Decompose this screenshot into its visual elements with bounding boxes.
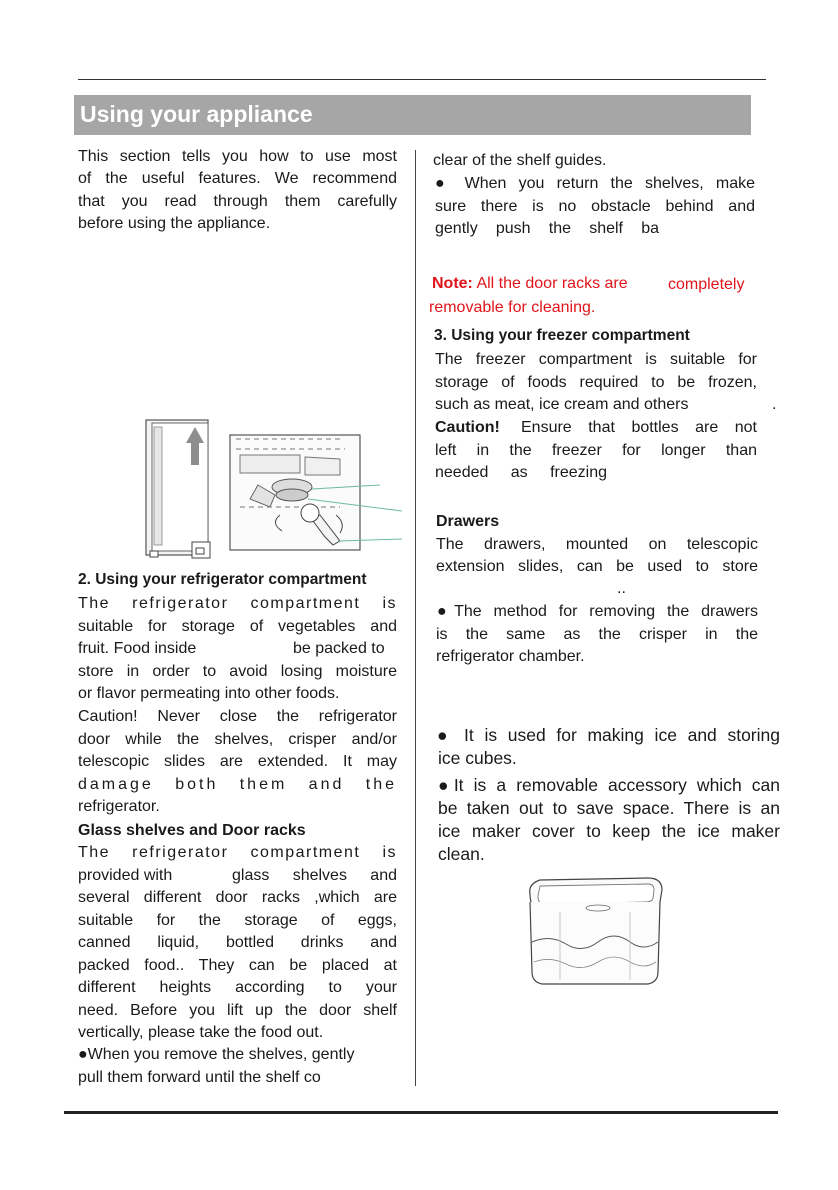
- drawers-line: The drawers, mounted on telescopic: [436, 536, 758, 553]
- drawers-line: refrigerator chamber.: [436, 648, 585, 665]
- freezer-heading: 3. Using your freezer compartment: [434, 327, 690, 344]
- fridge-door-illustration: [146, 420, 210, 558]
- caution-line: Ensure that bottles are not: [521, 419, 757, 436]
- drawers-line: ●The method for removing the drawers: [437, 603, 758, 620]
- top-rule: [78, 79, 766, 80]
- fridge-line: store in order to avoid losing moisture: [78, 663, 397, 680]
- caution-line: left in the freezer for longer than: [435, 442, 757, 459]
- ice-line: ice maker cover to keep the ice maker: [438, 821, 780, 841]
- ice-line: ice cubes.: [438, 748, 517, 768]
- page-title: Using your appliance: [80, 101, 313, 127]
- glass-line: glass shelves and: [232, 867, 397, 884]
- section-banner: [74, 95, 751, 135]
- caution-label: Caution!: [435, 419, 500, 436]
- bottom-rule: [64, 1111, 778, 1114]
- ice-line: ● It is used for making ice and storing: [437, 725, 780, 745]
- glass-line: different heights according to your: [78, 979, 397, 996]
- fridge-line: door while the shelves, crisper and/or: [78, 731, 397, 748]
- fridge-line: refrigerator.: [78, 798, 160, 815]
- glass-line: packed food.. They can be placed at: [78, 957, 397, 974]
- glass-line: ●When you remove the shelves, gently: [78, 1046, 355, 1063]
- shelf-line: sure there is no obstacle behind and: [435, 198, 755, 215]
- ice-line: be taken out to save space. There is an: [438, 798, 780, 818]
- column-divider: [415, 150, 416, 1086]
- ice-line: ●It is a removable accessory which can: [438, 775, 780, 795]
- note-text: completely: [668, 276, 745, 293]
- freezer-line: .: [772, 396, 777, 413]
- freezer-line: such as meat, ice cream and others: [435, 396, 689, 413]
- fridge-line: suitable for storage of vegetables and: [78, 618, 397, 635]
- glass-heading: Glass shelves and Door racks: [78, 822, 306, 839]
- note-text: All the door racks are: [476, 275, 628, 292]
- hinge-detail-illustration: [230, 435, 402, 550]
- note-label: Note:: [432, 275, 473, 292]
- fridge-line: or flavor permeating into other foods.: [78, 685, 340, 702]
- shelf-line: clear of the shelf guides.: [433, 152, 607, 169]
- freezer-line: The freezer compartment is suitable for: [435, 351, 757, 368]
- glass-line: pull them forward until the shelf co: [78, 1069, 321, 1086]
- fridge-line: be packed to: [293, 640, 385, 657]
- glass-line: The refrigerator compartment is: [78, 844, 397, 861]
- freezer-line: storage of foods required to be frozen,: [435, 374, 757, 391]
- fridge-line: The refrigerator compartment is: [78, 595, 397, 612]
- note-text: removable for cleaning.: [429, 299, 596, 316]
- door-adjustment-figure: [140, 415, 402, 565]
- fridge-line: fruit. Food inside: [78, 640, 197, 657]
- ice-line: clean.: [438, 844, 485, 864]
- drawers-heading: Drawers: [436, 513, 500, 530]
- glass-line: several different door racks ,which are: [78, 889, 397, 906]
- fridge-line: Caution! Never close the refrigerator: [78, 708, 397, 725]
- caution-line: needed as freezing: [435, 464, 607, 481]
- intro-line: of the useful features. We recommend: [78, 170, 397, 187]
- shelf-line: gently push the shelf ba: [435, 220, 659, 237]
- intro-line: This section tells you how to use most: [78, 148, 397, 165]
- fridge-line: telescopic slides are extended. It may: [78, 753, 397, 770]
- drawers-line: is the same as the crisper in the: [436, 626, 758, 643]
- drawers-line: extension slides, can be used to store: [436, 558, 758, 575]
- glass-line: need. Before you lift up the door shelf: [78, 1002, 397, 1019]
- glass-line: suitable for the storage of eggs,: [78, 912, 397, 929]
- intro-line: that you read through them carefully: [78, 193, 397, 210]
- ice-box-figure: [520, 872, 670, 992]
- fridge-heading: 2. Using your refrigerator compartment: [78, 571, 367, 588]
- drawers-line: ..: [617, 580, 626, 597]
- intro-line: before using the appliance.: [78, 215, 271, 232]
- glass-line: provided with: [78, 867, 173, 884]
- shelf-line: ● When you return the shelves, make: [435, 175, 755, 192]
- note-line: [432, 273, 628, 296]
- fridge-line: damage both them and the: [78, 776, 397, 793]
- glass-line: canned liquid, bottled drinks and: [78, 934, 397, 951]
- glass-line: vertically, please take the food out.: [78, 1024, 324, 1041]
